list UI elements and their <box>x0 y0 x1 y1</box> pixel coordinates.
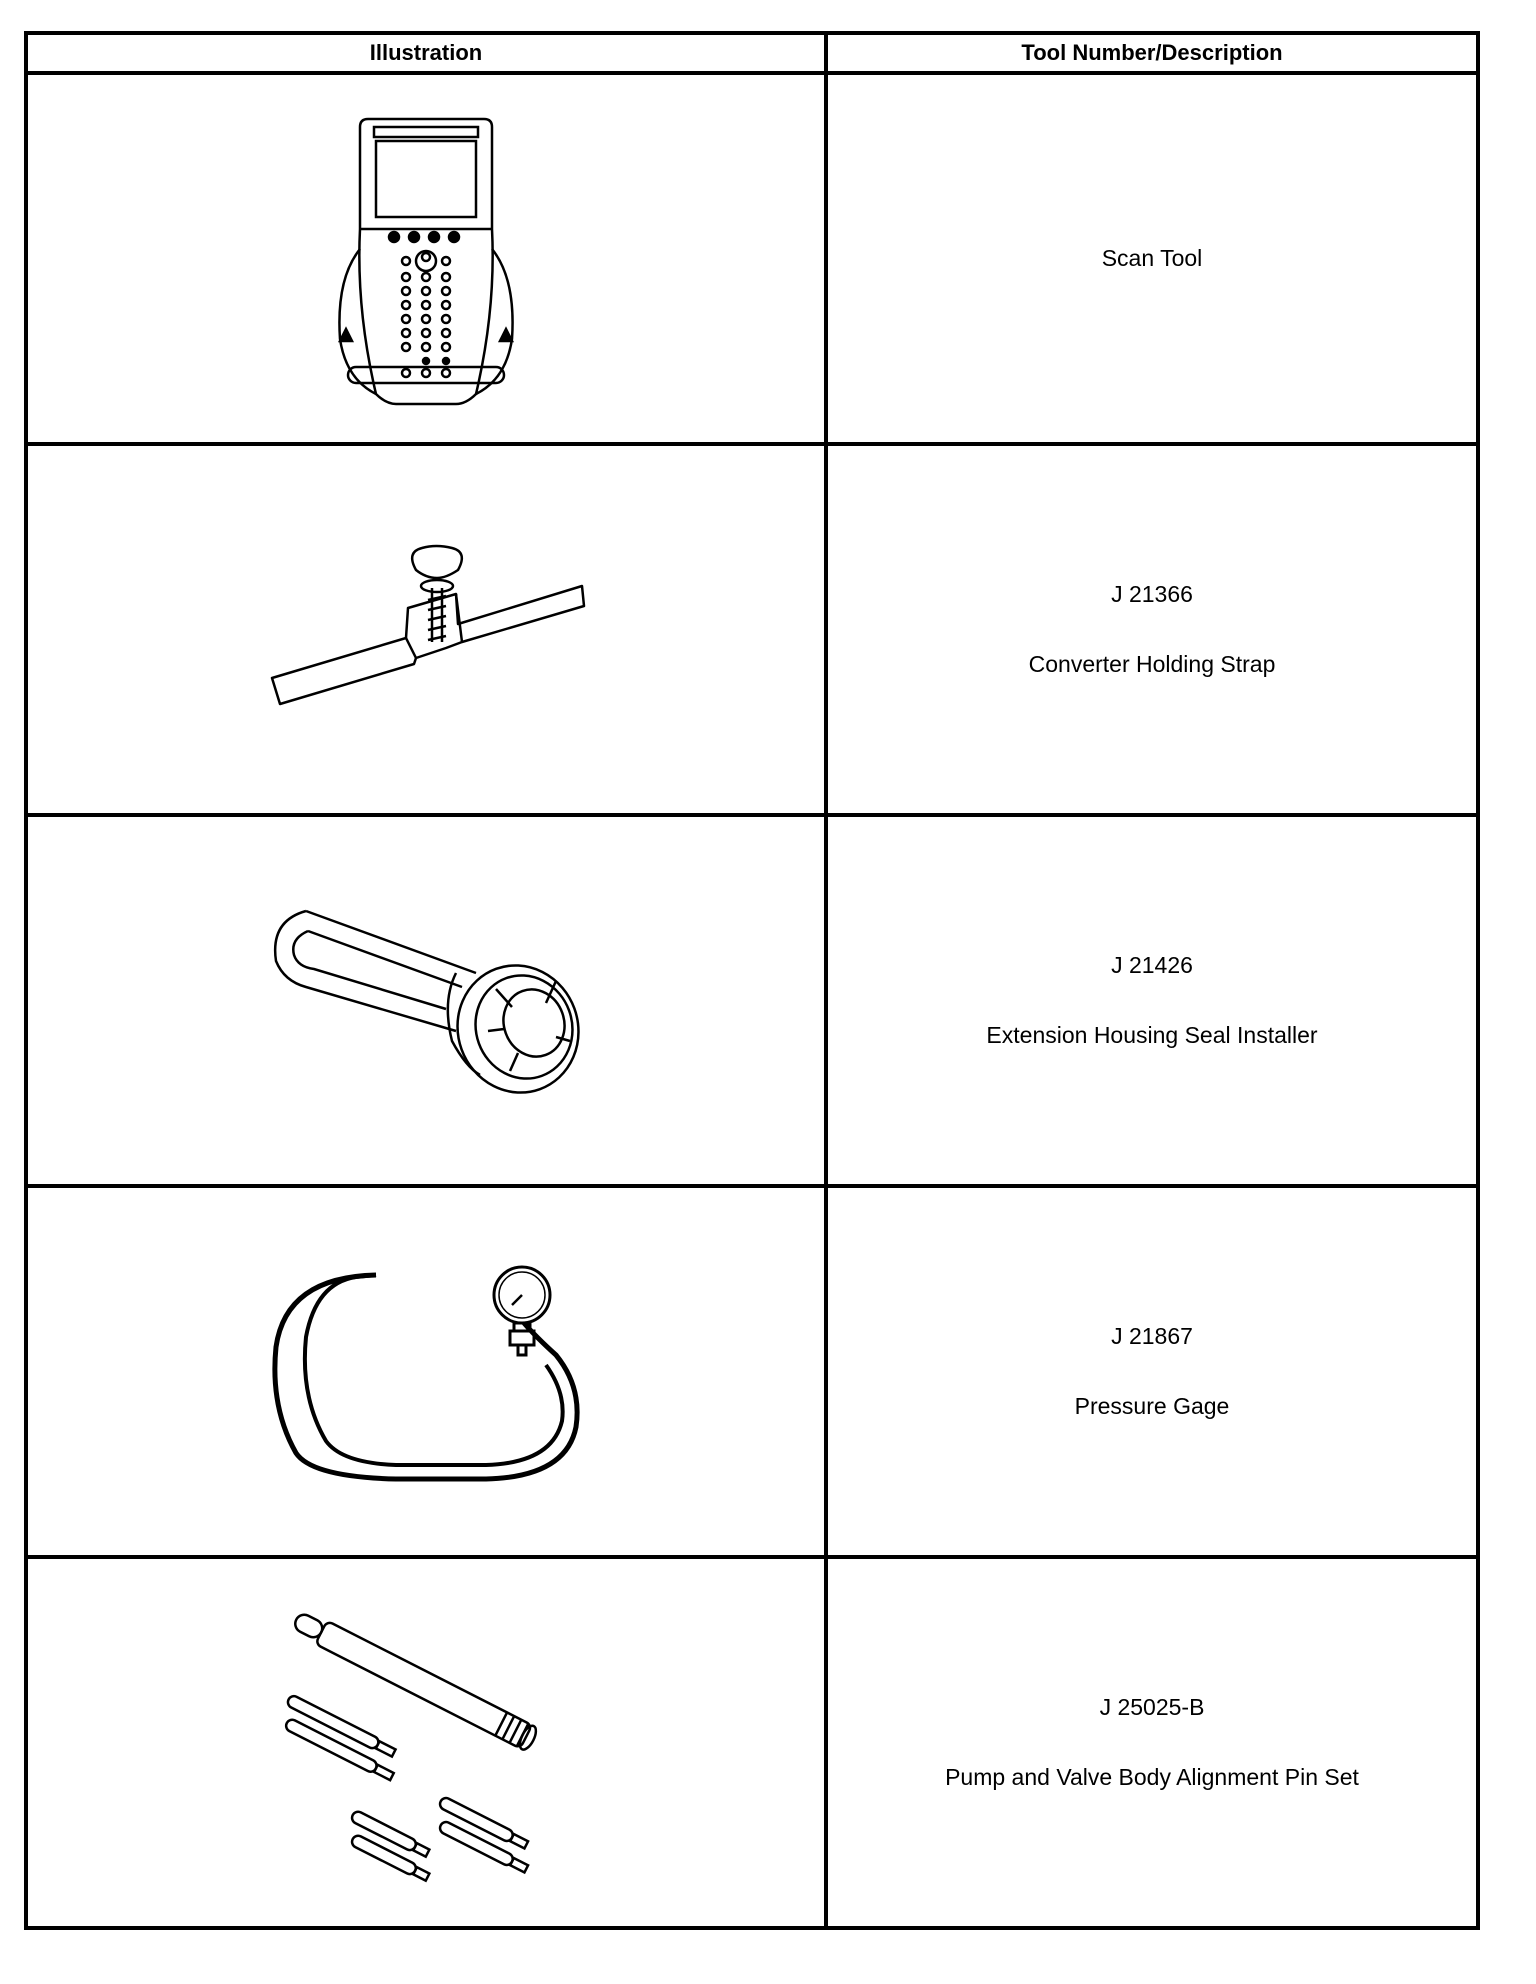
illustration-cell <box>26 444 826 815</box>
table-header-row <box>26 33 1478 73</box>
table-row <box>26 815 1478 1186</box>
description-cell <box>826 1186 1478 1557</box>
pressure-gage-icon <box>256 1257 596 1487</box>
tool-number: J 21366 <box>1111 580 1193 607</box>
illustration-cell <box>26 73 826 444</box>
tool-description: Pressure Gage <box>1074 1392 1230 1419</box>
illustration-cell <box>26 815 826 1186</box>
seal-installer-icon <box>266 891 586 1111</box>
description-column-header: Tool Number/Description <box>826 33 1478 73</box>
tool-description: Converter Holding Strap <box>1028 650 1276 677</box>
tool-number: J 21426 <box>1111 951 1193 978</box>
alignment-pin-set-icon <box>266 1603 586 1883</box>
illustration-column-header: Illustration <box>26 33 826 73</box>
description-cell <box>826 1557 1478 1928</box>
tool-number: J 25025-B <box>1099 1693 1205 1720</box>
holding-strap-icon <box>266 530 586 730</box>
description-cell <box>826 73 1478 444</box>
scan-tool-icon <box>326 109 526 409</box>
description-cell <box>826 444 1478 815</box>
illustration-cell <box>26 1557 826 1928</box>
table-row <box>26 73 1478 444</box>
description-cell <box>826 815 1478 1186</box>
tool-description: Scan Tool <box>1101 244 1203 271</box>
table-row <box>26 444 1478 815</box>
table-row <box>26 1186 1478 1557</box>
illustration-cell <box>26 1186 826 1557</box>
tool-description: Pump and Valve Body Alignment Pin Set <box>945 1763 1359 1790</box>
table-row <box>26 1557 1478 1928</box>
tool-number: J 21867 <box>1111 1322 1193 1349</box>
special-tools-table <box>24 31 1480 1930</box>
tool-description: Extension Housing Seal Installer <box>986 1021 1318 1048</box>
